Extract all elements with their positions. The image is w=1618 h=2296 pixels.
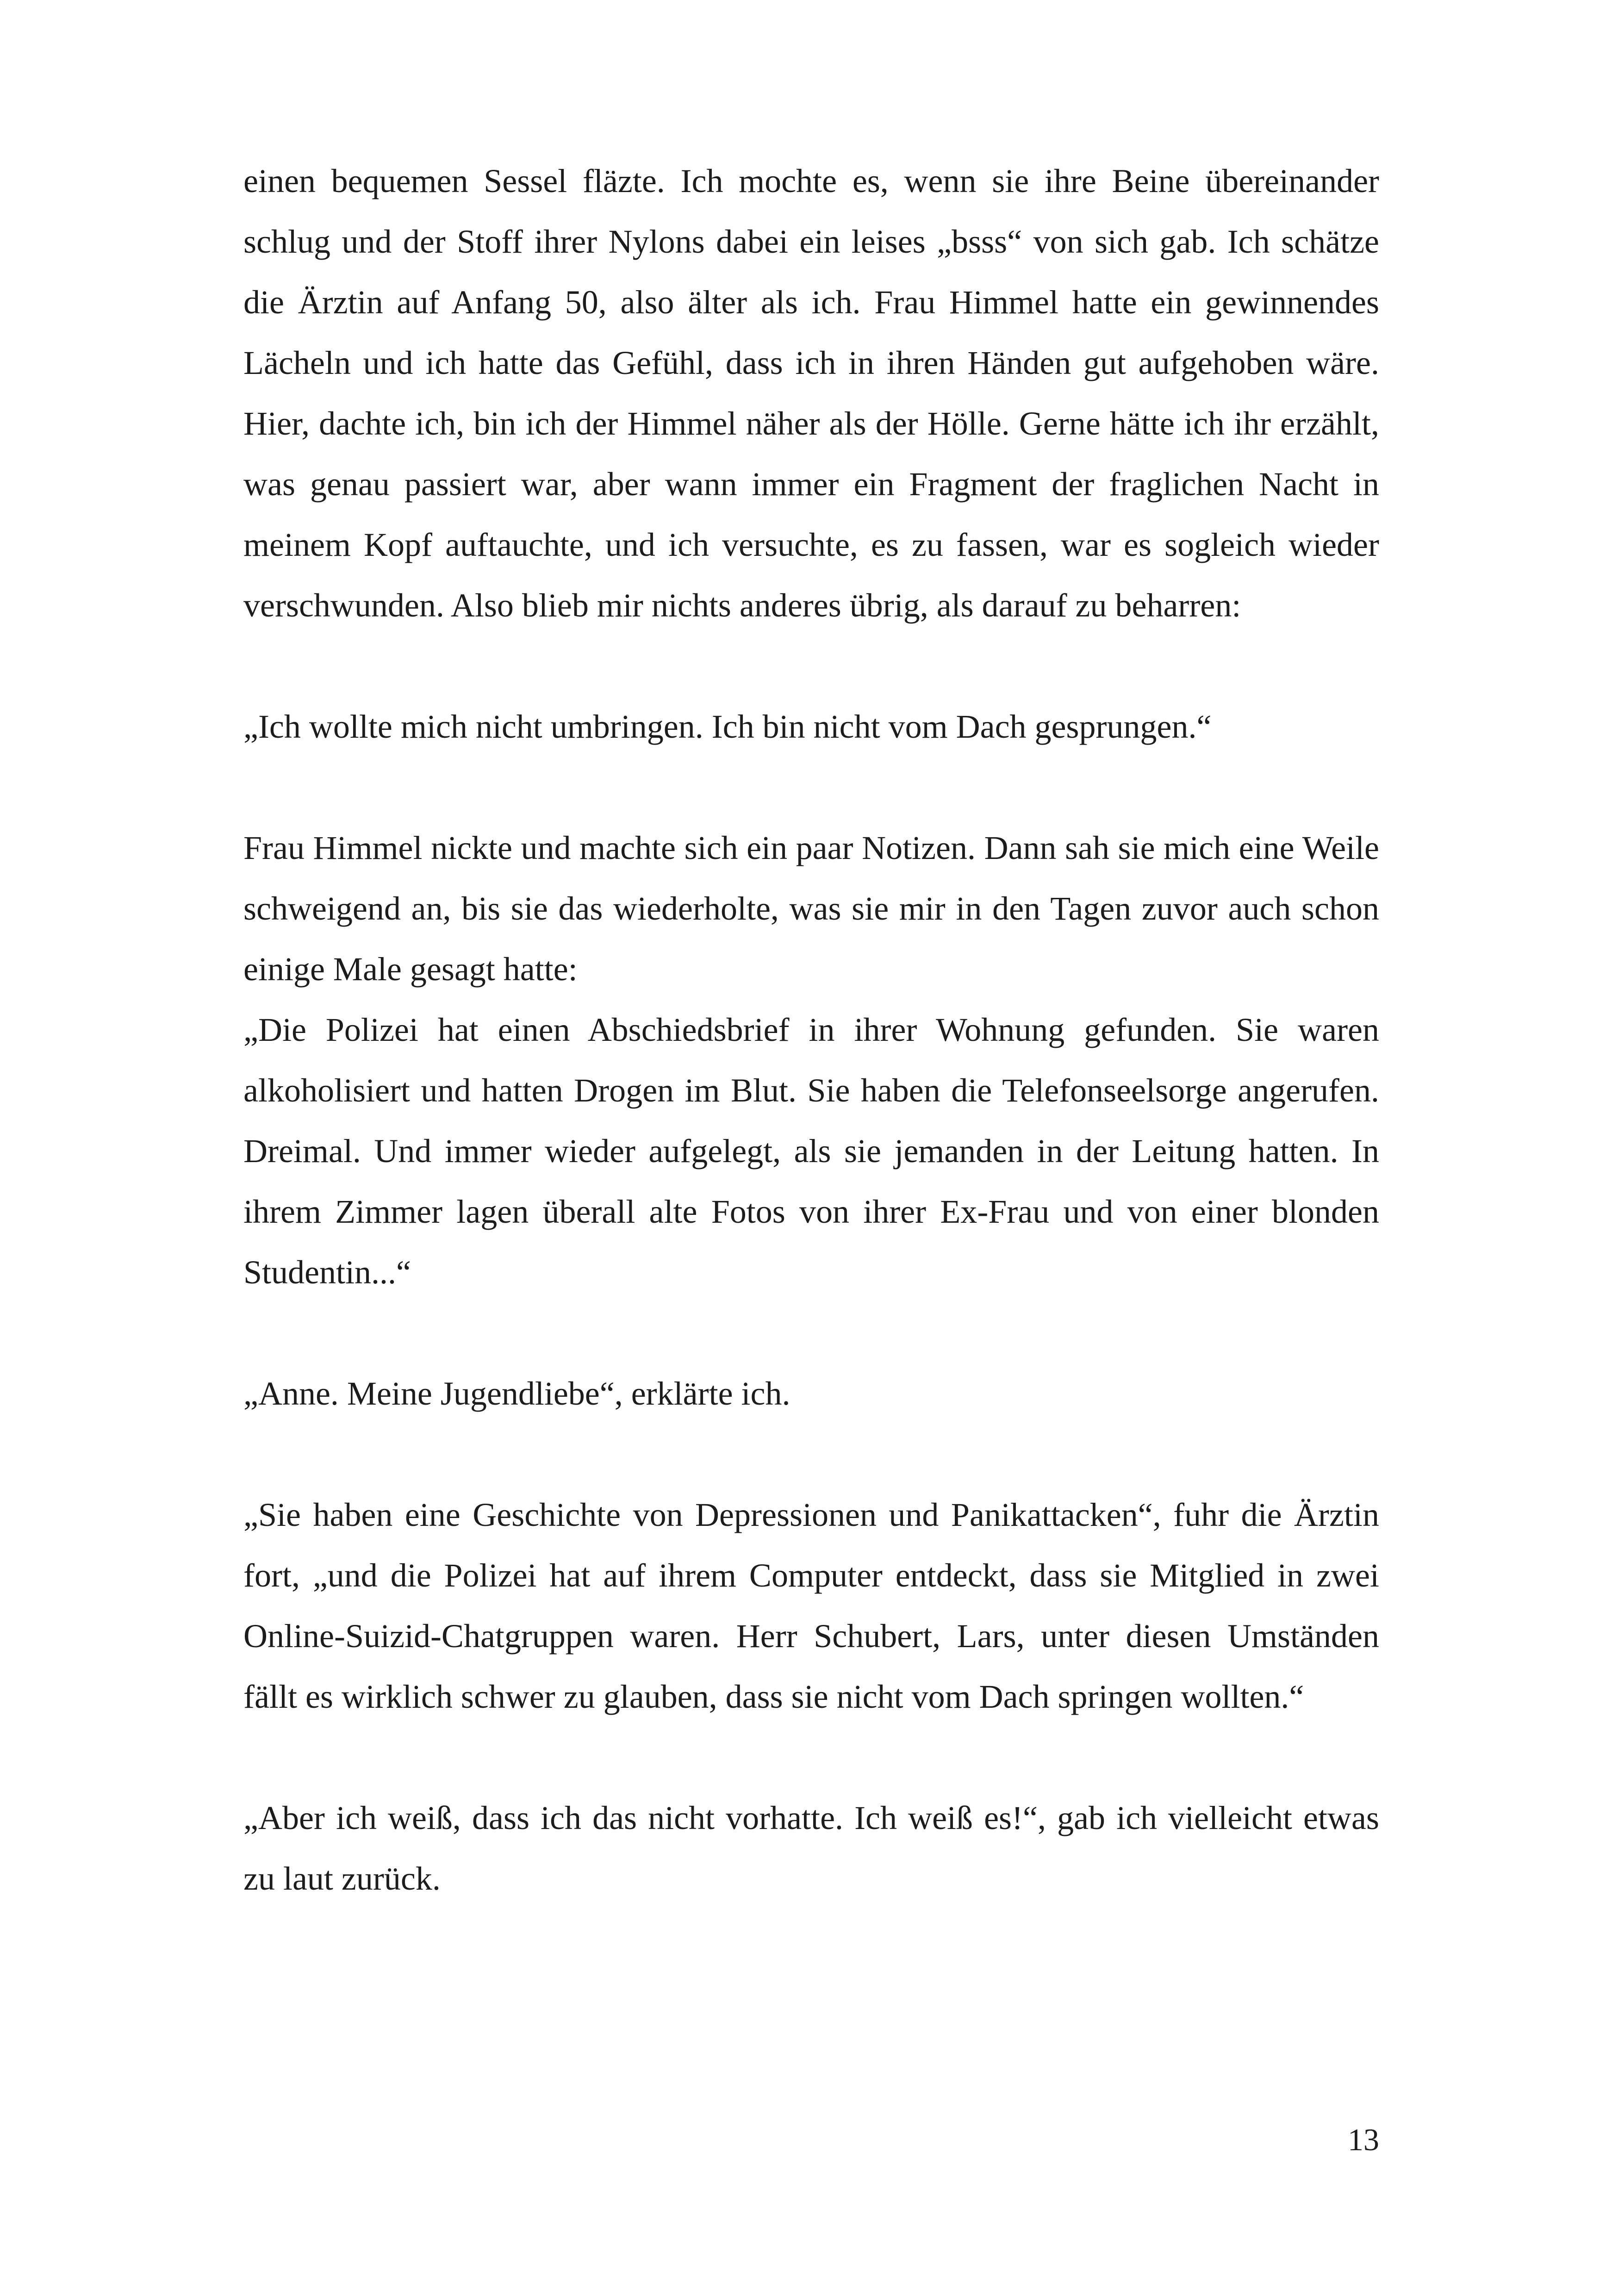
body-text: [243, 151, 1379, 1909]
paragraph: einen bequemen Sessel fläzte. Ich mochte es, wenn sie ihre Beine übereinander schlug und der Stoff ihrer Nylons dabei ein leises „bsss“ von sich gab. Ich schätze die Ärztin auf Anfang 50, also älter als ich. Frau Himmel hatte ein gewinnendes Lächeln und ich hatte das Gefühl, dass ich in ihren Händen gut aufgehoben wäre. Hier, dachte ich, bin ich der Himmel näher als der Hölle. Gerne hätte ich ihr erzählt, was genau passiert war, aber wann immer ein Fragment der fraglichen Nacht in meinem Kopf auftauchte, und ich versuchte, es zu fassen, war es sogleich wieder verschwunden. Also blieb mir nichts anderes übrig, als darauf zu beharren:: [243, 162, 1379, 624]
paragraph: Frau Himmel nickte und machte sich ein paar Notizen. Dann sah sie mich eine Weile schweigend an, bis sie das wiederholte, was sie mir in den Tagen zuvor auch schon einige Male gesagt hatte:: [243, 829, 1379, 988]
page-number: 13: [1348, 2122, 1379, 2157]
paragraph: „Ich wollte mich nicht umbringen. Ich bin nicht vom Dach gesprungen.“: [243, 708, 1212, 745]
paragraph: „Die Polizei hat einen Abschiedsbrief in ihrer Wohnung gefunden. Sie waren alkoholisiert und hatten Drogen im Blut. Sie haben die Telefonseelsorge angerufen. Dreimal. Und immer wieder aufgelegt, als sie jemanden in der Leitung hatten. In ihrem Zimmer lagen überall alte Fotos von ihrer Ex-Frau und von einer blonden Studentin...“: [243, 1011, 1379, 1291]
paragraph: „Aber ich weiß, dass ich das nicht vorhatte. Ich weiß es!“, gab ich vielleicht etwas zu laut zurück.: [243, 1799, 1379, 1897]
paragraph: „Anne. Meine Jugendliebe“, erklärte ich.: [243, 1375, 790, 1412]
paragraph: „Sie haben eine Geschichte von Depressionen und Panikattacken“, fuhr die Ärztin fort, „und die Polizei hat auf ihrem Computer entdeckt, dass sie Mitglied in zwei Online-Suizid-Chatgruppen waren. Herr Schubert, Lars, unter diesen Umständen fällt es wirklich schwer zu glauben, dass sie nicht vom Dach springen wollten.“: [243, 1496, 1379, 1715]
